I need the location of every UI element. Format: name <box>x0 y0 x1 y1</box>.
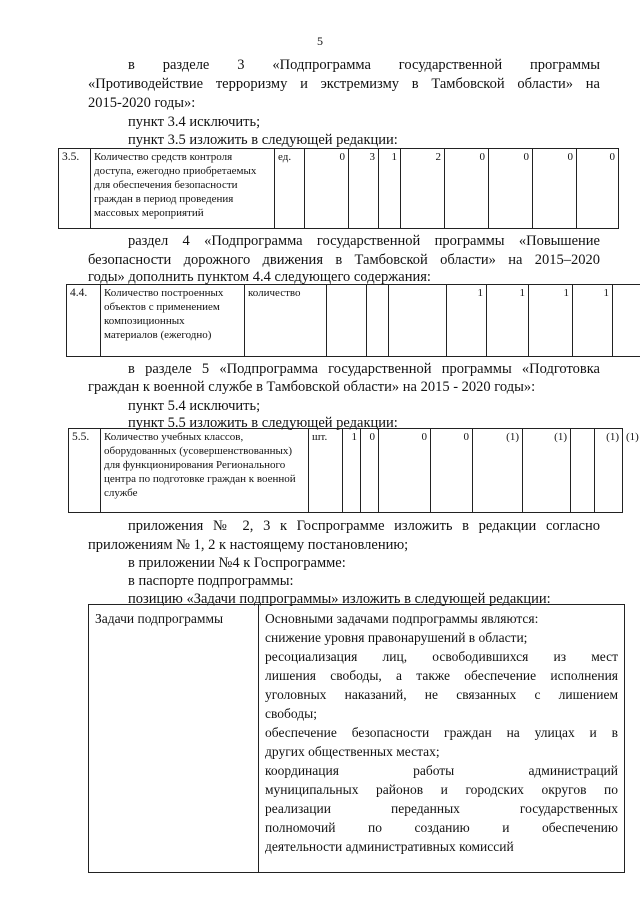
table-cell-empty <box>571 429 595 513</box>
paragraph-passport: в паспорте подпрограммы: <box>128 573 294 589</box>
table-cell-unit: ед. <box>275 149 305 229</box>
table-cell-unit: количество <box>245 285 327 357</box>
tasks-line: реализации переданных государственных <box>265 801 618 816</box>
table-cell-value <box>613 285 640 357</box>
tasks-line: Основными задачами подпрограммы являются: <box>265 611 539 626</box>
table-cell-name: Количество учебных классов, оборудованных (усовершенствованных) для функционирования Регионального центра по подготовке граждан к военной службе <box>101 429 309 513</box>
paragraph-appendix4: в приложении №4 к Госпрограмме: <box>128 555 346 571</box>
table-cell-value <box>389 285 447 357</box>
paragraph-section4-line3: годы» дополнить пунктом 4.4 следующего содержания: <box>88 269 431 285</box>
page-number: 5 <box>317 34 323 48</box>
paragraph-section3-line1: в разделе 3 «Подпрограмма государственной программы <box>128 57 600 73</box>
paragraph-item34: пункт 3.4 исключить; <box>128 114 261 130</box>
table-cell-value: 0 <box>361 429 379 513</box>
table-cell-value: 2 <box>401 149 445 229</box>
table-cell-code: 4.4. <box>67 285 101 357</box>
table-cell-value: 1 <box>573 285 613 357</box>
tasks-line: деятельности административных комиссий <box>265 839 514 854</box>
tasks-line: муниципальных районов и городских округов по <box>265 782 618 797</box>
indicator-table-5-5: 5.5. Количество учебных классов, оборудованных (усовершенствованных) для функционирования Регионального центра по подготовке граждан к военной службе шт. 1 0 0 0 (1) (1) (1) (1) <box>68 428 623 513</box>
table-cell-value: 1 <box>487 285 529 357</box>
table-cell-unit: шт. <box>309 429 343 513</box>
tasks-line: других общественных местах; <box>265 744 440 759</box>
paragraph-item54: пункт 5.4 исключить; <box>128 398 261 414</box>
tasks-line: ресоциализация лиц, освободившихся из мест <box>265 649 618 664</box>
table-cell-code: 3.5. <box>59 149 91 229</box>
paragraph-item35: пункт 3.5 изложить в следующей редакции: <box>128 132 398 148</box>
paragraph-appendix-line2: приложениям № 1, 2 к настоящему постановлению; <box>88 537 409 553</box>
table-cell-value: 0 <box>489 149 533 229</box>
table-cell-value: 1 <box>343 429 361 513</box>
tasks-line: лишения свободы, а также обеспечение исполнения <box>265 668 618 683</box>
tasks-table <box>88 604 625 873</box>
table-cell-value: 3 <box>349 149 379 229</box>
paragraph-item55: пункт 5.5 изложить в следующей редакции: <box>128 415 398 431</box>
tasks-label: Задачи подпрограммы <box>89 605 259 873</box>
paragraph-section4-line2: безопасности дорожного движения в Тамбовской области» на 2015–2020 <box>88 252 600 268</box>
indicator-table-4-4 <box>66 284 640 357</box>
table-cell-value: 0 <box>533 149 577 229</box>
paragraph-tasks-position: позицию «Задачи подпрограммы» изложить в следующей редакции: <box>128 591 551 607</box>
paragraph-section3-line2: «Противодействие терроризму и экстремизму в Тамбовской области» на <box>88 76 600 92</box>
table-cell-code: 5.5. <box>69 429 101 513</box>
tasks-line: обеспечение безопасности граждан на улицах и в <box>265 725 618 740</box>
table-cell-value: (1) <box>473 429 523 513</box>
paragraph-section5-line1: в разделе 5 «Подпрограмма государственной программы «Подготовка <box>128 361 600 377</box>
tasks-line: снижение уровня правонарушений в области; <box>265 630 528 645</box>
table-cell-value: (1) <box>595 429 623 513</box>
table-cell-value <box>367 285 389 357</box>
tasks-line: свободы; <box>265 706 317 721</box>
tasks-line: координация работы администраций <box>265 763 618 778</box>
table-cell-value <box>327 285 367 357</box>
table-cell-value: 0 <box>431 429 473 513</box>
indicator-table-3-5 <box>58 148 619 229</box>
table-cell-value: 0 <box>379 429 431 513</box>
table-cell-value: 0 <box>305 149 349 229</box>
tasks-line: уголовных наказаний, не связанных с лишением <box>265 687 618 702</box>
table-cell-name: Количество средств контроля доступа, ежегодно приобретаемых для обеспечения безопасности граждан в период проведения массовых мероприятий <box>91 149 275 229</box>
table-cell-value: 1 <box>447 285 487 357</box>
table-cell-value: (1) <box>523 429 571 513</box>
tasks-content <box>259 605 625 873</box>
tasks-line: полномочий по созданию и обеспечению <box>265 820 618 835</box>
table-cell-value: 1 <box>529 285 573 357</box>
table-cell-name: Количество построенных объектов с применением композиционных материалов (ежегодно) <box>101 285 245 357</box>
paragraph-section3-line3: 2015-2020 годы»: <box>88 95 196 111</box>
table-cell-value: 1 <box>379 149 401 229</box>
table-cell-value: 0 <box>577 149 619 229</box>
paragraph-appendix-line1: приложения № 2, 3 к Госпрограмме изложить в редакции согласно <box>128 518 600 534</box>
paragraph-section4-line1: раздел 4 «Подпрограмма государственной программы «Повышение <box>128 233 600 249</box>
paragraph-section5-line2: граждан к военной службе в Тамбовской области» на 2015 - 2020 годы»: <box>88 379 536 395</box>
table-cell-value: 0 <box>445 149 489 229</box>
